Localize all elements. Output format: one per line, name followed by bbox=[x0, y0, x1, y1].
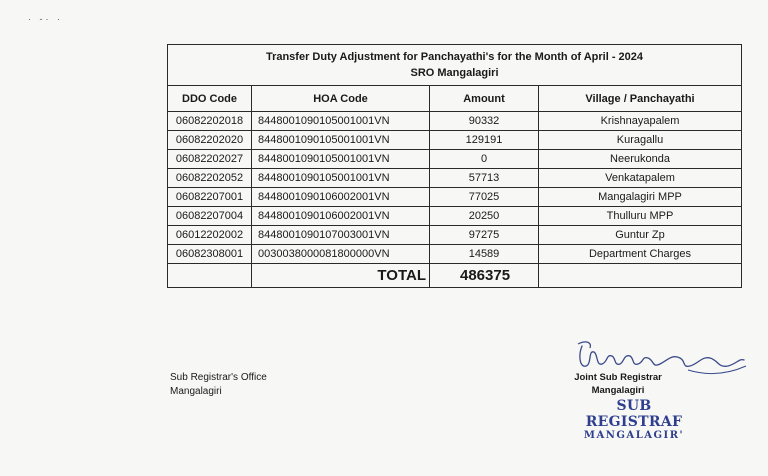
office-line-1: Sub Registrar's Office bbox=[170, 372, 267, 383]
table-row bbox=[168, 169, 742, 188]
transfer-duty-table bbox=[167, 44, 742, 288]
title-row bbox=[168, 45, 742, 86]
ddo-code-cell: 06082202052 bbox=[168, 169, 252, 188]
total-row bbox=[168, 264, 742, 288]
hoa-code-cell: 8448001090105001001VN bbox=[252, 112, 430, 131]
signatory-designation bbox=[572, 371, 664, 397]
ddo-code-cell: 06082308001 bbox=[168, 245, 252, 264]
ddo-code-cell: 06012202002 bbox=[168, 226, 252, 245]
signatory-line-1: Joint Sub Registrar bbox=[574, 372, 662, 383]
hoa-code-cell: 8448001090106002001VN bbox=[252, 188, 430, 207]
signature-block bbox=[560, 336, 760, 446]
hoa-code-cell: 0030038000081800000VN bbox=[252, 245, 430, 264]
ddo-code-cell: 06082202020 bbox=[168, 131, 252, 150]
table-row bbox=[168, 226, 742, 245]
col-amount: Amount bbox=[430, 86, 539, 112]
amount-cell: 90332 bbox=[430, 112, 539, 131]
official-stamp bbox=[578, 398, 690, 441]
hoa-code-cell: 8448001090105001001VN bbox=[252, 169, 430, 188]
village-cell: Department Charges bbox=[539, 245, 742, 264]
hoa-code-cell: 8448001090106002001VN bbox=[252, 207, 430, 226]
stamp-line-1: SUB REGISTRAF bbox=[585, 398, 683, 430]
village-cell: Venkatapalem bbox=[539, 169, 742, 188]
amount-cell: 97275 bbox=[430, 226, 539, 245]
amount-cell: 0 bbox=[430, 150, 539, 169]
signatory-line-2: Mangalagiri bbox=[591, 385, 645, 396]
amount-cell: 14589 bbox=[430, 245, 539, 264]
village-cell: Mangalagiri MPP bbox=[539, 188, 742, 207]
village-cell: Krishnayapalem bbox=[539, 112, 742, 131]
office-address bbox=[170, 371, 267, 399]
table-row bbox=[168, 150, 742, 169]
hoa-code-cell: 8448001090105001001VN bbox=[252, 131, 430, 150]
amount-cell: 129191 bbox=[430, 131, 539, 150]
ddo-code-cell: 06082207001 bbox=[168, 188, 252, 207]
col-ddo-code: DDO Code bbox=[168, 86, 252, 112]
title-line-2: SRO Mangalagiri bbox=[410, 67, 499, 79]
col-village: Village / Panchayathi bbox=[539, 86, 742, 112]
col-hoa-code: HOA Code bbox=[252, 86, 430, 112]
village-cell: Neerukonda bbox=[539, 150, 742, 169]
hoa-code-cell: 8448001090105001001VN bbox=[252, 150, 430, 169]
amount-cell: 57713 bbox=[430, 169, 539, 188]
total-empty-cell bbox=[168, 264, 252, 288]
ddo-code-cell: 06082202018 bbox=[168, 112, 252, 131]
scan-specks: · -· · bbox=[28, 14, 63, 24]
stamp-line-2: MANGALAGIR' bbox=[583, 430, 685, 441]
total-label: TOTAL bbox=[252, 264, 430, 288]
hoa-code-cell: 8448001090107003001VN bbox=[252, 226, 430, 245]
title-line-1: Transfer Duty Adjustment for Panchayathi's for the Month of April - 2024 bbox=[265, 51, 644, 63]
village-cell: Kuragallu bbox=[539, 131, 742, 150]
table-row bbox=[168, 188, 742, 207]
ddo-code-cell: 06082202027 bbox=[168, 150, 252, 169]
village-cell: Thulluru MPP bbox=[539, 207, 742, 226]
table-row bbox=[168, 245, 742, 264]
total-value: 486375 bbox=[430, 264, 539, 288]
header-row bbox=[168, 86, 742, 112]
village-cell: Guntur Zp bbox=[539, 226, 742, 245]
table-row bbox=[168, 207, 742, 226]
total-empty-cell-2 bbox=[539, 264, 742, 288]
office-line-2: Mangalagiri bbox=[170, 386, 222, 397]
amount-cell: 77025 bbox=[430, 188, 539, 207]
table-title bbox=[168, 45, 742, 86]
amount-cell: 20250 bbox=[430, 207, 539, 226]
ddo-code-cell: 06082207004 bbox=[168, 207, 252, 226]
table-row bbox=[168, 112, 742, 131]
table-row bbox=[168, 131, 742, 150]
